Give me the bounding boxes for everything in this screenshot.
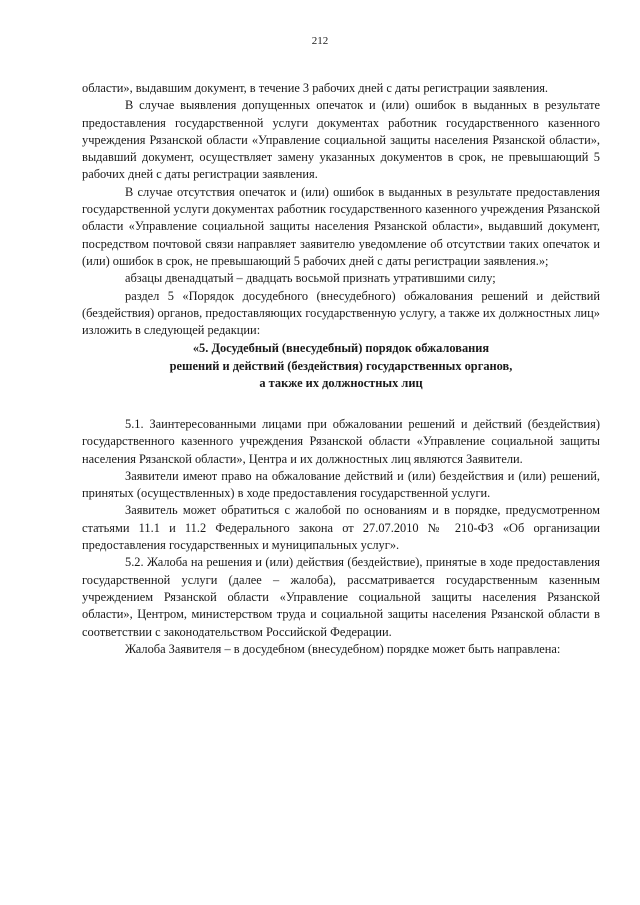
paragraph: раздел 5 «Порядок досудебного (внесудебного) обжалования решений и действий (бездействия) органов, предоставляющих государственную услугу, а также их должностных лиц» изложить в следующей редакции: [82, 288, 600, 338]
paragraph: В случае выявления допущенных опечаток и (или) ошибок в выданных в результате предоставления государственной услуги документах работник государственного казенного учреждения Рязанской области «Управление социальной защиты населения Рязанской области», выдавший документ, осуществляет замену указанных документов в срок, не превышающий 5 рабочих дней с даты регистрации заявления. [82, 98, 600, 182]
paragraph: 5.2. Жалоба на решения и (или) действия (бездействие), принятые в ходе предоставления государственной услуги (далее – жалоба), рассматривается государственным казенным учреждением Рязанской области «Управление социальной защиты населения Рязанской области», Центром, министерством труда и социальной защиты населения Рязанской области в соответствии с законодательством Российской Федерации. [82, 555, 600, 639]
paragraph: В случае отсутствия опечаток и (или) ошибок в выданных в результате предоставления государственной услуги документах работник государственного казенного учреждения Рязанской области «Управление социальной защиты населения Рязанской области», выдавший документ, посредством почтовой связи направляет заявителю уведомление об отсутствии таких опечаток и (или) ошибок в срок, не превышающий 5 рабочих дней с даты регистрации заявления.»; [82, 184, 600, 268]
section-heading-line: «5. Досудебный (внесудебный) порядок обжалования [192, 341, 490, 356]
page-number: 212 [311, 35, 329, 47]
spacer [82, 393, 600, 416]
paragraph: 5.1. Заинтересованными лицами при обжаловании решений и действий (бездействия) государственного казенного учреждения Рязанской области «Управление социальной защиты населения Рязанской области», Центра и их должностных лиц являются Заявители. [82, 416, 600, 466]
paragraph: Жалоба Заявителя – в досудебном (внесудебном) порядке может быть направлена: [125, 641, 561, 656]
section-heading-line: решений и действий (бездействия) государственных органов, [169, 358, 513, 373]
paragraph: Заявители имеют право на обжалование действий и (или) бездействия и (или) решений, принятых (осуществленных) в ходе предоставления государственной услуги. [82, 468, 600, 501]
document-body [82, 80, 600, 658]
section-heading-line: а также их должностных лиц [259, 376, 423, 391]
paragraph: области», выдавшим документ, в течение 3 рабочих дней с даты регистрации заявления. [82, 81, 549, 95]
section-heading [82, 340, 600, 393]
paragraph: Заявитель может обратиться с жалобой по основаниям и в порядке, предусмотренном статьями 11.1 и 11.2 Федерального закона от 27.07.2010 № 210-ФЗ «Об организации предоставления государственных и муниципальных услуг». [82, 503, 600, 553]
paragraph: абзацы двенадцатый – двадцать восьмой признать утратившими силу; [125, 271, 496, 286]
